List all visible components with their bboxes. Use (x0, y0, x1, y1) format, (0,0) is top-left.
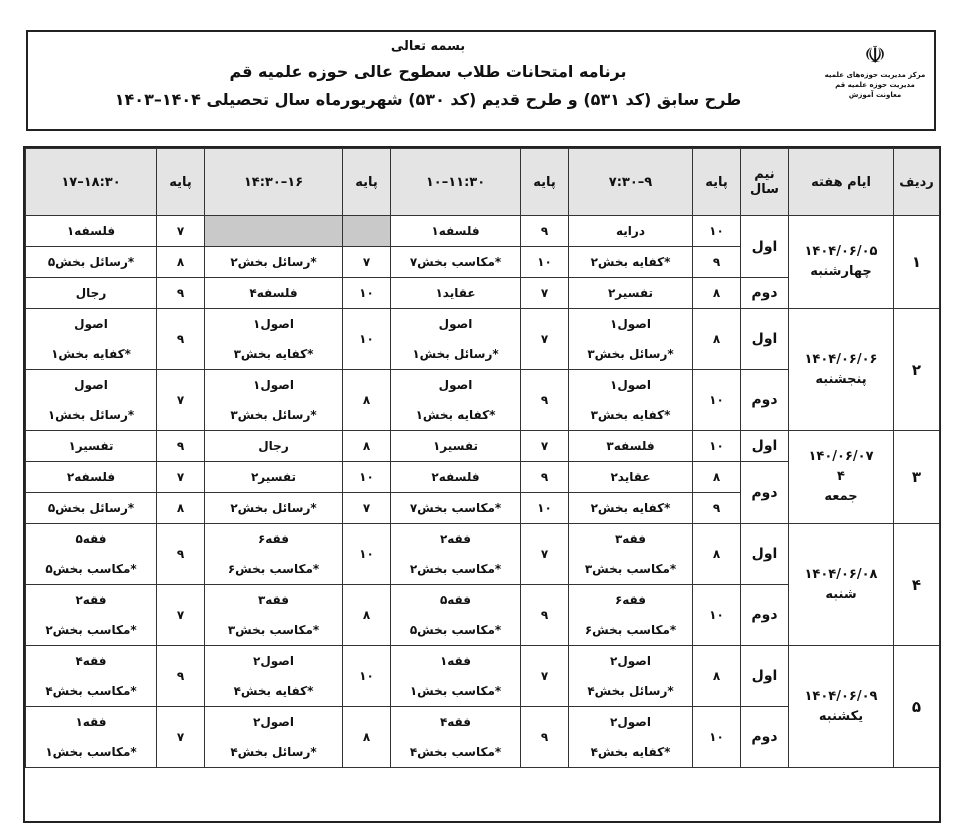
course-cell: تفسیر۱ (391, 431, 521, 462)
day-cell (789, 216, 894, 309)
paye-cell: ۷ (157, 216, 205, 247)
paye-cell: ۸ (157, 493, 205, 524)
page-title-blessing: بسمه تعالی (390, 39, 466, 54)
course-cell: اصول (391, 370, 521, 401)
course-cell: *رسائل بخش۵ (26, 247, 157, 278)
col-paye: پایه (343, 149, 391, 216)
course-cell: *کفایه بخش۳ (205, 339, 343, 370)
paye-cell: ۷ (157, 585, 205, 646)
course-cell: فقه۱ (26, 707, 157, 738)
course-cell: فقه۶ (569, 585, 693, 616)
paye-cell: ۱۰ (693, 216, 741, 247)
weekday: شنبه (825, 586, 857, 602)
date: ۱۴۰/۰۶/۰۷ (808, 449, 874, 464)
half-cell: دوم (741, 462, 789, 524)
org-line-2: مدیریت حوزه علمیه قم (835, 81, 915, 89)
course-cell: *مکاسب بخش۲ (391, 554, 521, 585)
course-cell: *رسائل بخش۴ (205, 737, 343, 768)
paye-cell: ۸ (343, 707, 391, 768)
paye-cell: ۸ (343, 585, 391, 646)
paye-cell: ۱۰ (693, 370, 741, 431)
half-cell: دوم (741, 278, 789, 309)
table-row (26, 309, 940, 340)
course-cell: *مکاسب بخش۶ (205, 554, 343, 585)
day-cell (789, 524, 894, 646)
course-cell: فقه۵ (391, 585, 521, 616)
org-line-1: مرکز مدیریت حوزه‌های علمیه (824, 71, 926, 79)
course-cell: اصول۱ (569, 309, 693, 340)
weekday: جمعه (824, 489, 858, 504)
course-cell: اصول (26, 309, 157, 340)
date: ۱۴۰۴/۰۶/۰۹ (804, 688, 878, 704)
course-cell: *رسائل بخش۲ (205, 247, 343, 278)
exam-schedule-table-frame (23, 146, 941, 823)
radif-cell: ۳ (894, 431, 940, 524)
course-cell: اصول۱ (569, 370, 693, 401)
paye-cell: ۹ (157, 524, 205, 585)
paye-cell: ۸ (693, 278, 741, 309)
col-paye: پایه (521, 149, 569, 216)
course-cell: رجال (205, 431, 343, 462)
table-header-row (26, 149, 940, 216)
col-radif: ردیف (894, 149, 940, 216)
paye-cell: ۹ (693, 493, 741, 524)
paye-cell: ۸ (693, 462, 741, 493)
paye-cell: ۱۰ (693, 707, 741, 768)
radif-cell: ۵ (894, 646, 940, 768)
paye-cell: ۱۰ (343, 462, 391, 493)
paye-cell: ۷ (521, 524, 569, 585)
exam-schedule-table (25, 148, 940, 768)
course-cell: فقه۵ (26, 524, 157, 555)
col-slot-2: ۱۱:۳۰–۱۰ (391, 149, 521, 216)
course-cell: اصول۲ (205, 646, 343, 677)
course-cell: فقه۶ (205, 524, 343, 555)
course-cell: فلسفه۱ (391, 216, 521, 247)
paye-cell: ۹ (521, 585, 569, 646)
course-cell: *کفایه بخش۴ (205, 676, 343, 707)
radif-cell: ۱ (894, 216, 940, 309)
course-cell: اصول۱ (205, 370, 343, 401)
date-extra: ۴ (837, 469, 845, 484)
course-cell: *کفایه بخش۳ (569, 400, 693, 431)
paye-cell: ۹ (521, 216, 569, 247)
course-cell: درایه (569, 216, 693, 247)
radif-cell: ۲ (894, 309, 940, 431)
date: ۱۴۰۴/۰۶/۰۵ (804, 244, 878, 259)
half-cell: اول (741, 216, 789, 278)
paye-cell: ۱۰ (343, 278, 391, 309)
col-paye: پایه (693, 149, 741, 216)
course-cell: *رسائل بخش۴ (569, 676, 693, 707)
course-cell: *رسائل بخش۵ (26, 493, 157, 524)
paye-cell: ۷ (343, 247, 391, 278)
paye-cell: ۹ (521, 707, 569, 768)
paye-cell: ۸ (693, 309, 741, 370)
course-cell: *مکاسب بخش۳ (205, 615, 343, 646)
header-titles (68, 36, 788, 114)
table-row (26, 431, 940, 462)
course-cell: *رسائل بخش۲ (205, 493, 343, 524)
org-line-3: معاونت آموزش (848, 91, 902, 99)
paye-cell: ۷ (521, 278, 569, 309)
course-cell: *رسائل بخش۱ (26, 400, 157, 431)
day-cell (789, 309, 894, 431)
col-slot-4: ۱۸:۳۰–۱۷ (26, 149, 157, 216)
paye-cell: ۷ (157, 462, 205, 493)
course-cell: فلسفه۴ (205, 278, 343, 309)
course-cell: *کفایه بخش۱ (391, 400, 521, 431)
paye-cell: ۹ (157, 309, 205, 370)
paye-cell: ۸ (693, 524, 741, 585)
paye-cell: ۷ (521, 431, 569, 462)
half-cell: اول (741, 524, 789, 585)
course-cell: اصول۲ (569, 707, 693, 738)
course-cell: فقه۴ (26, 646, 157, 677)
course-cell: *مکاسب بخش۳ (569, 554, 693, 585)
paye-cell: ۹ (157, 431, 205, 462)
course-cell: *مکاسب بخش۲ (26, 615, 157, 646)
half-cell: اول (741, 646, 789, 707)
paye-cell: ۹ (157, 646, 205, 707)
course-cell: *مکاسب بخش۷ (391, 247, 521, 278)
course-cell: *مکاسب بخش۴ (391, 737, 521, 768)
page-header (26, 30, 936, 131)
course-cell: عقاید۱ (391, 278, 521, 309)
empty-course-cell (205, 216, 343, 247)
course-cell: *مکاسب بخش۷ (391, 493, 521, 524)
course-cell: تفسیر۱ (26, 431, 157, 462)
course-cell: *مکاسب بخش۶ (569, 615, 693, 646)
paye-cell: ۱۰ (521, 493, 569, 524)
half-cell: اول (741, 309, 789, 370)
weekday: چهارشنبه (810, 264, 872, 279)
course-cell: فلسفه۲ (391, 462, 521, 493)
table-row (26, 646, 940, 677)
page-subtitle: طرح سابق (کد ۵۳۱) و طرح قدیم (کد ۵۳۰) شهریورماه سال تحصیلی ۱۴۰۴–۱۴۰۳ (114, 90, 742, 109)
paye-cell: ۷ (521, 309, 569, 370)
course-cell: عقاید۲ (569, 462, 693, 493)
table-row (26, 524, 940, 555)
paye-cell: ۷ (343, 493, 391, 524)
course-cell: فقه۲ (26, 585, 157, 616)
paye-cell: ۹ (521, 462, 569, 493)
course-cell: تفسیر۲ (205, 462, 343, 493)
date: ۱۴۰۴/۰۶/۰۸ (804, 566, 878, 582)
paye-cell: ۱۰ (343, 309, 391, 370)
course-cell: اصول (26, 370, 157, 401)
half-cell: دوم (741, 370, 789, 431)
page-title: برنامه امتحانات طلاب سطوح عالی حوزه علمیه قم (229, 62, 627, 81)
paye-cell: ۱۰ (693, 431, 741, 462)
course-cell: *رسائل بخش۳ (205, 400, 343, 431)
paye-cell: ۹ (157, 278, 205, 309)
col-day: ایام هفته (789, 149, 894, 216)
weekday: پنجشنبه (815, 371, 867, 387)
course-cell: *رسائل بخش۳ (569, 339, 693, 370)
organization-logo (820, 40, 930, 100)
course-cell: *مکاسب بخش۵ (26, 554, 157, 585)
paye-cell: ۷ (157, 707, 205, 768)
course-cell: فقه۱ (391, 646, 521, 677)
paye-cell: ۱۰ (343, 524, 391, 585)
course-cell: فلسفه۲ (26, 462, 157, 493)
course-cell: *کفایه بخش۲ (569, 247, 693, 278)
course-cell: اصول (391, 309, 521, 340)
paye-cell: ۱۰ (521, 247, 569, 278)
course-cell: *مکاسب بخش۵ (391, 615, 521, 646)
course-cell: فقه۳ (205, 585, 343, 616)
course-cell: *کفایه بخش۲ (569, 493, 693, 524)
course-cell: *مکاسب بخش۴ (26, 676, 157, 707)
course-cell: فلسفه۳ (569, 431, 693, 462)
paye-cell: ۸ (343, 431, 391, 462)
paye-cell: ۷ (157, 370, 205, 431)
emblem-icon: ☫ (864, 41, 886, 69)
course-cell: اصول۲ (205, 707, 343, 738)
paye-cell: ۹ (521, 370, 569, 431)
paye-cell: ۸ (693, 646, 741, 707)
paye-cell: ۹ (693, 247, 741, 278)
course-cell: *رسائل بخش۱ (391, 339, 521, 370)
empty-paye-cell (343, 216, 391, 247)
half-cell: اول (741, 431, 789, 462)
course-cell: اصول۲ (569, 646, 693, 677)
col-half: نیم سال (741, 149, 789, 216)
course-cell: فقه۲ (391, 524, 521, 555)
day-cell (789, 431, 894, 524)
date: ۱۴۰۴/۰۶/۰۶ (804, 351, 878, 367)
paye-cell: ۷ (521, 646, 569, 707)
day-cell (789, 646, 894, 768)
col-slot-1: ۹–۷:۳۰ (569, 149, 693, 216)
col-paye: پایه (157, 149, 205, 216)
paye-cell: ۱۰ (693, 585, 741, 646)
weekday: یکشنبه (818, 708, 864, 724)
col-slot-3: ۱۶–۱۴:۳۰ (205, 149, 343, 216)
half-cell: دوم (741, 585, 789, 646)
course-cell: *مکاسب بخش۱ (26, 737, 157, 768)
paye-cell: ۸ (157, 247, 205, 278)
course-cell: فلسفه۱ (26, 216, 157, 247)
paye-cell: ۱۰ (343, 646, 391, 707)
half-cell: دوم (741, 707, 789, 768)
table-row (26, 216, 940, 247)
course-cell: *کفایه بخش۴ (569, 737, 693, 768)
course-cell: فقه۴ (391, 707, 521, 738)
course-cell: تفسیر۲ (569, 278, 693, 309)
course-cell: اصول۱ (205, 309, 343, 340)
paye-cell: ۸ (343, 370, 391, 431)
course-cell: *مکاسب بخش۱ (391, 676, 521, 707)
course-cell: فقه۳ (569, 524, 693, 555)
course-cell: رجال (26, 278, 157, 309)
radif-cell: ۴ (894, 524, 940, 646)
course-cell: *کفایه بخش۱ (26, 339, 157, 370)
